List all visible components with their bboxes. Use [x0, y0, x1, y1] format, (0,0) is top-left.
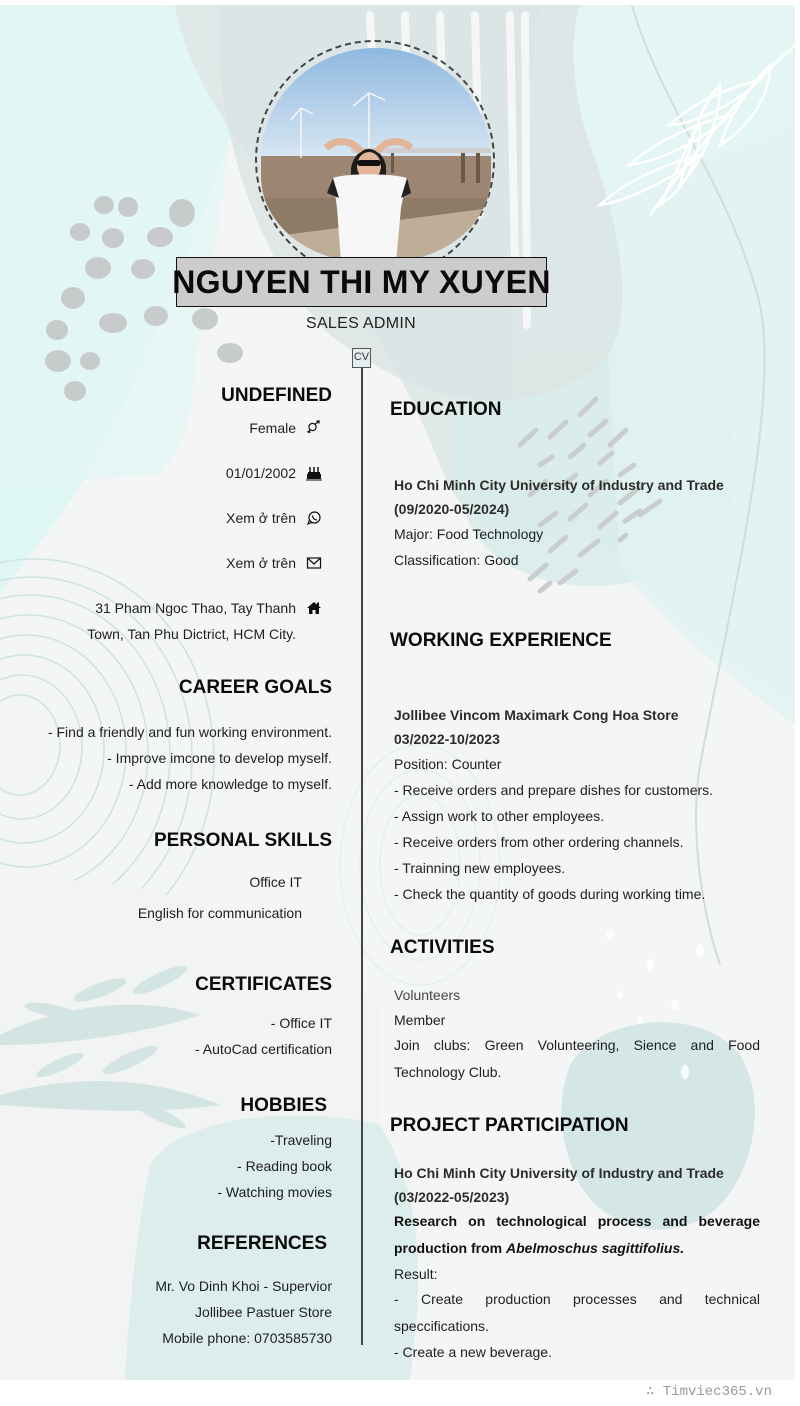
project-title-line2 [394, 1239, 684, 1257]
reference-item: Mobile phone: 0703585730 [162, 1330, 332, 1346]
experience-duty: - Assign work to other employees. [394, 808, 605, 824]
address-text-line1: 31 Pham Ngoc Thao, Tay Thanh [95, 600, 296, 616]
birthday-text: 01/01/2002 [225, 465, 296, 481]
project-period: (03/2022-05/2023) [394, 1189, 510, 1205]
cv-page [0, 5, 795, 1380]
skill-item: Office IT [249, 874, 302, 890]
project-result-line3: - Create a new beverage. [394, 1344, 552, 1360]
education-school: Ho Chi Minh City University of Industry and Trade [394, 477, 724, 493]
watermark: ∴ Timviec365.vn [645, 1384, 772, 1400]
birthday-cake-icon [296, 465, 332, 481]
project-result-line1: - Create production processes and technical [394, 1291, 760, 1307]
activity-role: Member [394, 1012, 446, 1028]
education-classification: Classification: Good [394, 552, 519, 568]
section-title-career-goals: CAREER GOALS [178, 677, 332, 698]
gender-text: Female [249, 420, 296, 436]
certificate-item: - Office IT [270, 1015, 332, 1031]
experience-duty: - Check the quantity of goods during working time. [394, 886, 706, 902]
career-goal-item: - Add more knowledge to myself. [128, 776, 332, 792]
section-title-education: EDUCATION [390, 399, 502, 420]
experience-period: 03/2022-10/2023 [394, 731, 500, 747]
certificate-item: - AutoCad certification [195, 1041, 332, 1057]
section-title-activities: ACTIVITIES [390, 937, 495, 958]
experience-duty: - Trainning new employees. [394, 860, 566, 876]
activity-description-line1: Join clubs: Green Volunteering, Sience and Food [394, 1037, 760, 1053]
project-institution: Ho Chi Minh City University of Industry and Trade [394, 1165, 724, 1181]
project-result-line2: speccifications. [394, 1318, 489, 1334]
email-text: Xem ở trên [226, 555, 296, 571]
gender-icon [296, 420, 332, 436]
info-email [226, 554, 332, 572]
experience-company: Jollibee Vincom Maximark Cong Hoa Store [394, 707, 679, 723]
project-title-species: Abelmoschus sagittifolius. [506, 1240, 685, 1256]
profile-photo [261, 48, 491, 262]
cv-badge: CV [352, 348, 371, 368]
section-title-references: REFERENCES [197, 1233, 327, 1254]
experience-duty: - Receive orders from other ordering channels. [394, 834, 684, 850]
info-gender [249, 419, 332, 437]
experience-duty: - Receive orders and prepare dishes for customers. [394, 782, 714, 798]
section-title-personal-info: UNDEFINED [221, 385, 332, 406]
email-icon [296, 556, 332, 570]
reference-item: Jollibee Pastuer Store [195, 1304, 332, 1320]
name-box [172, 257, 551, 307]
activity-organization: Volunteers [394, 987, 461, 1003]
info-address [95, 599, 332, 617]
phone-icon [296, 510, 332, 526]
home-icon [296, 601, 332, 615]
section-title-certificates: CERTIFICATES [195, 974, 332, 995]
candidate-name: NGUYEN THI MY XUYEN [172, 263, 551, 300]
hobby-item: - Watching movies [217, 1184, 332, 1200]
career-goal-item: - Improve imcone to develop myself. [107, 750, 332, 766]
career-goal-item: - Find a friendly and fun working environment. [47, 724, 332, 740]
profile-photo-image-icon [261, 48, 491, 262]
info-phone [226, 509, 332, 527]
section-title-personal-skills: PERSONAL SKILLS [153, 830, 332, 851]
section-title-projects: PROJECT PARTICIPATION [390, 1115, 629, 1136]
education-period: (09/2020-05/2024) [394, 501, 510, 517]
address-text-line2: Town, Tan Phu Dictrict, HCM City. [87, 626, 296, 642]
section-title-hobbies: HOBBIES [240, 1095, 327, 1116]
project-result-label: Result: [394, 1266, 438, 1282]
info-birthday [226, 464, 332, 482]
activity-description-line2: Technology Club. [394, 1064, 502, 1080]
hobby-item: -Traveling [270, 1132, 332, 1148]
skill-item: English for communication [137, 905, 302, 921]
project-title-line1: Research on technological process and beverage [394, 1213, 760, 1229]
education-major: Major: Food Technology [394, 526, 544, 542]
timeline-divider [361, 368, 363, 1345]
experience-position: Position: Counter [394, 756, 502, 772]
project-title-prefix: production from [394, 1240, 506, 1256]
reference-item: Mr. Vo Dinh Khoi - Supervior [155, 1278, 332, 1294]
section-title-experience: WORKING EXPERIENCE [390, 630, 612, 651]
job-title: SALES ADMIN [305, 315, 416, 332]
hobby-item: - Reading book [237, 1158, 332, 1174]
phone-text: Xem ở trên [226, 510, 296, 526]
